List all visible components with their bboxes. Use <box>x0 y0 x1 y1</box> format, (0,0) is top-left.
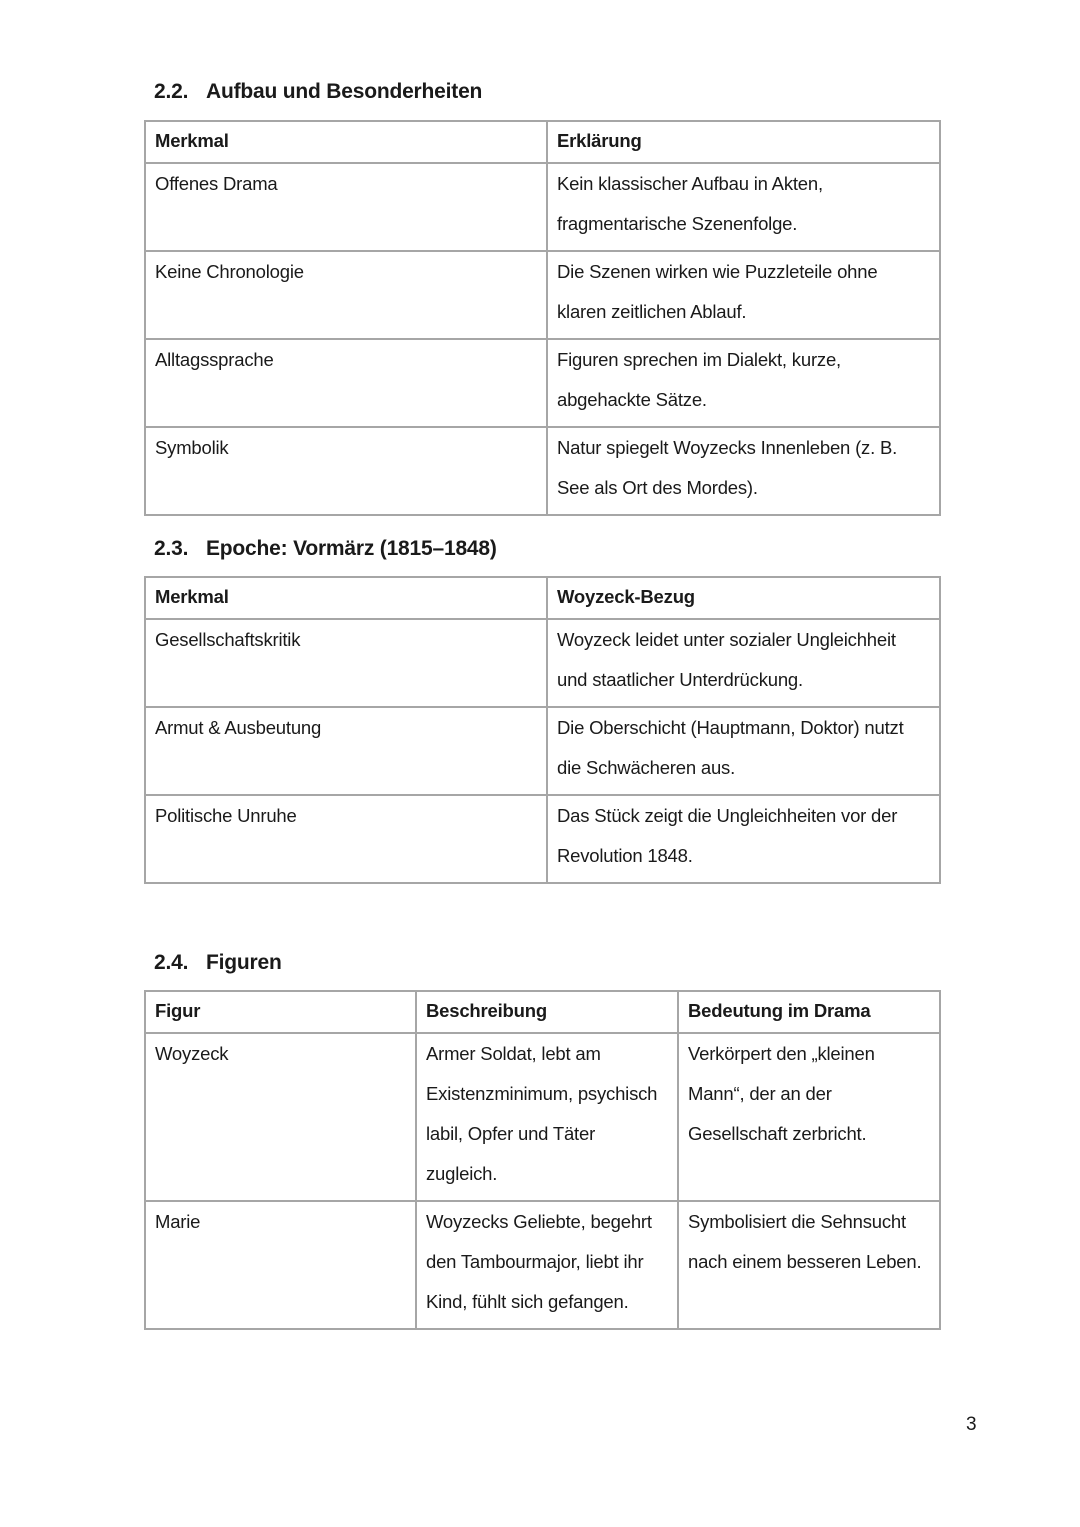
section-number: 2.4. <box>154 951 189 974</box>
cell-text: Keine Chronologie <box>155 261 304 282</box>
table-cell <box>678 1201 940 1329</box>
table-row <box>145 339 940 427</box>
table-cell <box>145 795 547 883</box>
table-cell <box>145 251 547 339</box>
table-row <box>145 795 940 883</box>
table-cell <box>416 1201 678 1329</box>
column-header-beschreibung: Beschreibung <box>416 991 678 1033</box>
table-row <box>145 163 940 251</box>
figuren-table <box>144 990 941 1330</box>
table-cell <box>547 795 940 883</box>
epoche-table <box>144 576 941 884</box>
section-number: 2.3. <box>154 537 189 560</box>
table-cell <box>547 251 940 339</box>
table-row <box>145 427 940 515</box>
cell-text: Gesellschaftskritik <box>155 629 301 650</box>
table-cell <box>547 163 940 251</box>
cell-text: Das Stück zeigt die Ungleichheiten vor der Revolution 1848. <box>557 805 898 866</box>
cell-text: Marie <box>155 1211 201 1232</box>
table-row <box>145 1033 940 1201</box>
table-header-row <box>145 121 940 163</box>
column-header-bedeutung: Bedeutung im Drama <box>678 991 940 1033</box>
cell-text: Die Oberschicht (Hauptmann, Doktor) nutzt die Schwächeren aus. <box>557 717 904 778</box>
section-title: Aufbau und Besonderheiten <box>206 80 483 103</box>
table-row <box>145 619 940 707</box>
section-title: Epoche: Vormärz (1815–1848) <box>206 537 497 560</box>
section-number: 2.2. <box>154 80 189 103</box>
cell-text: Alltagssprache <box>155 349 274 370</box>
table-cell <box>547 339 940 427</box>
column-header-merkmal: Merkmal <box>145 121 547 163</box>
aufbau-table <box>144 120 941 516</box>
cell-text: Figuren sprechen im Dialekt, kurze, abgehackte Sätze. <box>557 349 841 410</box>
table-header-row <box>145 577 940 619</box>
cell-text: Die Szenen wirken wie Puzzleteile ohne klaren zeitlichen Ablauf. <box>557 261 878 322</box>
table-row <box>145 707 940 795</box>
section-heading-figuren <box>154 950 282 976</box>
table-cell <box>547 619 940 707</box>
table-cell <box>416 1033 678 1201</box>
cell-text: Woyzeck leidet unter sozialer Ungleichheit und staatlicher Unterdrückung. <box>557 629 896 690</box>
column-header-figur: Figur <box>145 991 416 1033</box>
section-title: Figuren <box>206 951 282 974</box>
section-heading-epoche <box>154 536 497 562</box>
column-header-merkmal: Merkmal <box>145 577 547 619</box>
page-number: 3 <box>966 1414 977 1435</box>
cell-text: Verkörpert den „kleinen Mann“, der an der Gesellschaft zerbricht. <box>688 1043 875 1144</box>
column-header-woyzeck-bezug: Woyzeck-Bezug <box>547 577 940 619</box>
table-cell <box>145 1201 416 1329</box>
table-cell <box>145 619 547 707</box>
table-cell <box>145 1033 416 1201</box>
section-heading-aufbau <box>154 79 482 105</box>
table-cell <box>145 707 547 795</box>
table-cell <box>145 163 547 251</box>
table-header-row <box>145 991 940 1033</box>
column-header-erklaerung: Erklärung <box>547 121 940 163</box>
cell-text: Politische Unruhe <box>155 805 297 826</box>
cell-text: Woyzeck <box>155 1043 229 1064</box>
cell-text: Armer Soldat, lebt am Existenzminimum, psychisch labil, Opfer und Täter zugleich. <box>426 1043 658 1184</box>
table-cell <box>145 427 547 515</box>
cell-text: Symbolisiert die Sehnsucht nach einem besseren Leben. <box>688 1211 922 1272</box>
cell-text: Woyzecks Geliebte, begehrt den Tambourmajor, liebt ihr Kind, fühlt sich gefangen. <box>426 1211 652 1312</box>
cell-text: Kein klassischer Aufbau in Akten, fragmentarische Szenenfolge. <box>557 173 823 234</box>
table-row <box>145 251 940 339</box>
cell-text: Offenes Drama <box>155 173 278 194</box>
table-row <box>145 1201 940 1329</box>
table-cell <box>678 1033 940 1201</box>
table-cell <box>145 339 547 427</box>
cell-text: Armut & Ausbeutung <box>155 717 322 738</box>
table-cell <box>547 427 940 515</box>
cell-text: Symbolik <box>155 437 229 458</box>
table-cell <box>547 707 940 795</box>
cell-text: Natur spiegelt Woyzecks Innenleben (z. B. See als Ort des Mordes). <box>557 437 898 498</box>
